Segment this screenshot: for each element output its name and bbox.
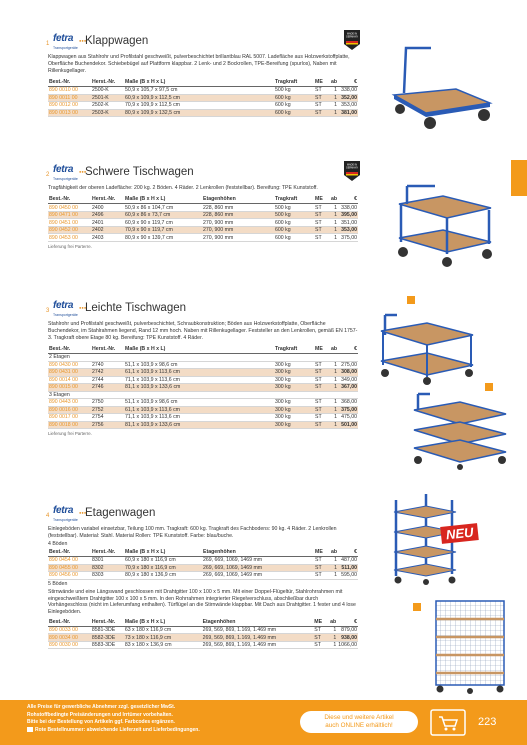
- table-row: 890 0014 00 2744 71,1 x 103,9 x 113,6 cm 300 kg ST 1 349,00: [49, 376, 357, 383]
- table-row: 890 0452 00 2402 70,9 x 90 x 119,7 cm 270, 900 mm 600 kg ST 1 353,00: [49, 227, 357, 234]
- made-in-germany-badge-icon: [343, 29, 361, 51]
- section-number: 4: [46, 513, 50, 519]
- group-description: Stirnwände und eine Längswand geschlossen mit Drahtgitter 100 x 100 x 5 mm. Mit einer Doppel-Flügeltür, Stahlrohrrahmen mit eingeschweißtem Drahtgitter 100 x 100 x 5 mm. In den Rohrrahmen integrierter Riegelverschluss, abschließbar durch Vorhängeschloss (nicht im Lieferumfang enthalten). Türflügel an die Stirnwände klappbar. Mit Dach aus Drahtgitter. 1 fester und 4 lose Einlegeböden.: [48, 588, 356, 616]
- section-header: [48, 505, 358, 525]
- table-row: 890 0012 00 2502-K 70,9 x 109,9 x 112,5 cm 600 kg ST 1 353,00: [49, 102, 357, 109]
- table-row: 890 0033 00 8581-3DE 63 x 180 x 116,9 cm 269, 569, 869, 1.169, 1.469 mm ST 1 879,00: [49, 627, 357, 633]
- made-in-germany-badge-icon: [343, 160, 361, 182]
- online-bubble[interactable]: Diese und weitere Artikel auch ONLINE erhältlich!: [300, 711, 418, 733]
- table-row: 890 0471 00 2496 60,9 x 86 x 73,7 cm 228, 860 mm 500 kg ST 1 395,00: [49, 212, 357, 219]
- delivery-note: Lieferung frei Parterre.: [48, 431, 92, 437]
- section-number: 3: [46, 308, 50, 314]
- fetra-logo: fetra Transportgeräte ●●●: [53, 33, 87, 50]
- page-number: 223: [478, 716, 497, 728]
- table-row: 890 0443 00 2750 51,1 x 103,9 x 98,6 cm 300 kg ST 1 368,00: [49, 399, 357, 406]
- table-row: 890 0456 00 8303 80,9 x 180 x 136,9 cm 269, 669, 1069, 1469 mm ST 1 595,00: [49, 572, 357, 579]
- table-row: 890 0011 00 2501-K 60,9 x 109,9 x 112,5 cm 600 kg ST 1 352,00: [49, 94, 357, 101]
- section-title: Etagenwagen: [85, 507, 156, 519]
- table-row: 890 0430 00 2740 51,1 x 103,9 x 98,6 cm 300 kg ST 1 275,00: [49, 361, 357, 368]
- fetra-logo: fetra Transportgeräte ●●●: [53, 300, 87, 317]
- table-row: 890 0010 00 2500-K 50,9 x 105,7 x 97,5 cm 500 kg ST 1 338,00: [49, 87, 357, 94]
- chapter-tab: [511, 160, 527, 196]
- fetra-logo: fetra Transportgeräte ●●●: [53, 505, 87, 522]
- table-row: 890 0015 00 2746 81,1 x 103,9 x 133,6 cm 300 kg ST 1 367,00: [49, 384, 357, 391]
- table-row: 890 0030 00 8583-3DE 83 x 180 x 136,9 cm 269, 569, 869, 1.169, 1.469 mm ST 1 1066,00: [49, 642, 357, 648]
- table-row: 890 0013 00 2503-K 80,9 x 109,9 x 132,5 cm 600 kg ST 1 381,00: [49, 109, 357, 116]
- section-number: 2: [46, 172, 50, 178]
- table-row: 890 0451 00 2401 60,9 x 90 x 119,7 cm 270, 900 mm 600 kg ST 1 351,00: [49, 219, 357, 226]
- section-title: Schwere Tischwagen: [85, 166, 194, 178]
- table-row: 890 0455 00 8302 70,9 x 180 x 116,9 cm 269, 669, 1069, 1469 mm ST 1 511,00: [49, 564, 357, 571]
- group-label: 2 Etagen: [48, 354, 358, 362]
- section-description: Stahlrohr und Profilstahl geschweißt, pulverbeschichtet, Schraubkonstruktion; Böden aus Holzwerkstoffplatte, Oberfläche Buchendekor, im Stahlrahmen liegend, Rand 12 mm hoch. Naben mit Rillenkugellager. Feststeller an den Lenkrollen, gemäß EN 1757-3. Tragkraft obere Etage 80 kg. Bereifung: TPE Kunststoff. 4 Räder.: [48, 321, 358, 341]
- leichter-tischwagen-2-etagen-image: [377, 305, 477, 385]
- section-header: [48, 300, 358, 320]
- delivery-note: Lieferung frei Parterre.: [48, 243, 92, 249]
- section-klappwagen: [48, 33, 358, 117]
- new-badge: NEU: [440, 523, 479, 544]
- svg-text:GERMANY: GERMANY: [345, 35, 359, 39]
- table-row: 890 0034 00 8582-3DE 73 x 180 x 116,9 cm 269, 569, 869, 1.169, 1.469 mm ST 1 938,00: [49, 634, 357, 641]
- schwerer-tischwagen-image: [395, 180, 495, 268]
- section-description: Klappwagen aus Stahlrohr und Profilstahl geschweißt, pulverbeschichtet brillantblau RAL 5007. Ladefläche aus Holzwerkstoffplatte, Oberfläche Buchendekor. Schiebebügel auf Plattform klappbar. 2 Lenk- und 2 Bockrollen, TPE-Bereifung (spurlos), Naben mit Rillenkugellager.: [48, 54, 350, 74]
- table-row: 890 0450 00 2400 50,9 x 86 x 104,7 cm 228, 860 mm 500 kg ST 1 338,00: [49, 204, 357, 211]
- group-label: 3 Etagen: [48, 391, 358, 399]
- section-header: [48, 164, 358, 184]
- table-row: 890 0453 00 2403 80,9 x 90 x 139,7 cm 270, 900 mm 600 kg ST 1 375,00: [49, 234, 357, 241]
- table-row: 890 0017 00 2754 71,1 x 103,9 x 113,6 cm 300 kg ST 1 475,00: [49, 414, 357, 421]
- group-label: 5 Böden: [48, 580, 68, 587]
- variant-label-icon: [407, 296, 415, 304]
- footer: [0, 700, 527, 745]
- product-table: [48, 78, 358, 118]
- klappwagen-image: [386, 43, 496, 131]
- product-table: [48, 617, 358, 649]
- section-leichte-tischwagen: [48, 300, 358, 436]
- product-table: [48, 345, 358, 430]
- variant-label-icon: [413, 603, 421, 611]
- svg-text:MADE IN: MADE IN: [347, 163, 357, 167]
- fetra-logo: fetra Transportgeräte ●●●: [53, 164, 87, 181]
- section-title: Leichte Tischwagen: [85, 302, 187, 314]
- svg-text:GERMANY: GERMANY: [345, 166, 359, 170]
- table-header: Best.-Nr. Herst.-Nr. Maße (B x H x L) Etagenhöhen ME ab €: [49, 548, 357, 555]
- product-table: [48, 548, 358, 580]
- section-etagenwagen: [48, 505, 358, 649]
- section-header: [48, 33, 358, 53]
- table-header: Best.-Nr. Herst.-Nr. Maße (B x H x L) Tragkraft ME ab €: [49, 345, 357, 352]
- leichter-tischwagen-3-etagen-image: [410, 390, 510, 470]
- section-title: Klappwagen: [85, 35, 149, 47]
- table-header: Best.-Nr. Herst.-Nr. Maße (B x H x L) Etagenhöhen Tragkraft ME ab €: [49, 196, 357, 203]
- section-number: 1: [46, 41, 50, 47]
- footer-notes: Alle Preise für gewerbliche Abnehmer zzgl. gesetzlicher MwSt. Rohstoffbedingte Preisänderungen und Irrtümer vorbehalten. Bitte bei der Bestellung von Artikeln ggf. Farbcodes ergänzen. Rote Bestellnummer: abweichende Lieferzeit und Lieferbedingungen.: [27, 704, 200, 733]
- table-header: Best.-Nr. Herst.-Nr. Maße (B x H x L) Etagenhöhen ME ab €: [49, 618, 357, 625]
- etagenwagen-5-boeden-image: [430, 595, 510, 695]
- section-description: Einlegeböden variabel einsetzbar, Teilung 100 mm. Tragkraft: 600 kg. Tragkraft des Fachbodens: 90 kg. 4 Räder. 2 Lenkrollen (feststellbar). Material: Stahl. Material Rollen: TPE Kunststoff. Farbe: blau/buche.: [48, 526, 337, 539]
- product-table: [48, 195, 358, 242]
- shopping-cart-icon[interactable]: [430, 709, 466, 736]
- section-description: Tragfähigkeit der oberen Ladefläche: 200 kg. 2 Böden. 4 Räder. 2 Lenkrollen (feststellbar). Bereifung: TPE Kunststoff.: [48, 185, 318, 191]
- section-schwere-tischwagen: [48, 164, 358, 249]
- table-row: 890 0016 00 2752 61,1 x 103,9 x 113,6 cm 300 kg ST 1 375,00: [49, 406, 357, 413]
- table-row: 890 0431 00 2742 61,1 x 103,9 x 113,6 cm 300 kg ST 1 308,00: [49, 369, 357, 376]
- group-label: 4 Böden: [48, 540, 68, 547]
- table-row: 890 0454 00 8301 60,9 x 180 x 116,9 cm 269, 669, 1069, 1469 mm ST 1 487,00: [49, 557, 357, 564]
- table-header: Best.-Nr. Herst.-Nr. Maße (B x H x L) Tragkraft ME ab €: [49, 78, 357, 85]
- table-row: 890 0018 00 2756 81,1 x 103,9 x 133,6 cm 300 kg ST 1 501,00: [49, 421, 357, 428]
- svg-text:MADE IN: MADE IN: [347, 32, 357, 36]
- order-number-icon: [27, 727, 33, 732]
